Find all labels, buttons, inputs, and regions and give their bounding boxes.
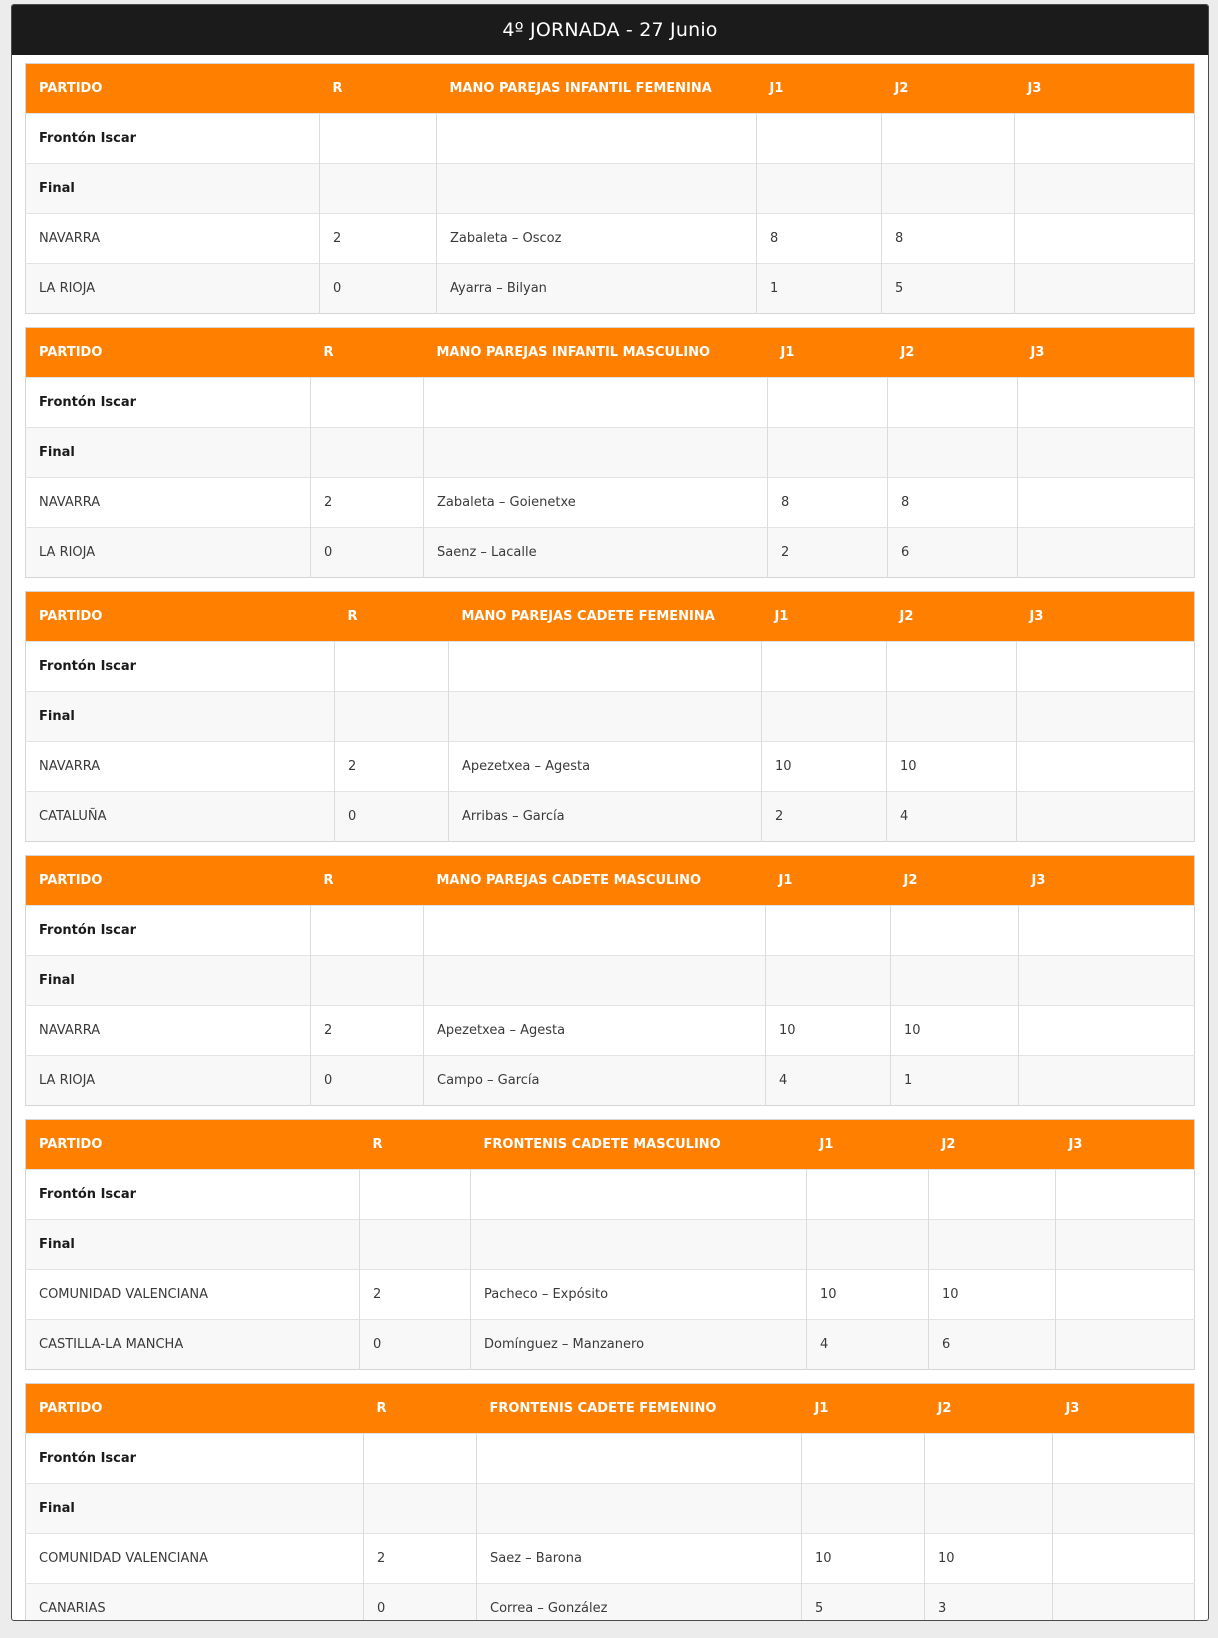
round-cell: Final bbox=[26, 428, 311, 478]
col-header-game2: J2 bbox=[925, 1384, 1053, 1434]
col-header-game2: J2 bbox=[891, 856, 1019, 906]
venue-row bbox=[26, 378, 1195, 428]
result-cell: 2 bbox=[360, 1270, 471, 1320]
game2-cell: 1 bbox=[891, 1056, 1019, 1106]
players-cell: Zabaleta – Oscoz bbox=[437, 214, 757, 264]
col-header-match: PARTIDO bbox=[26, 1120, 360, 1170]
table-row bbox=[26, 1584, 1195, 1622]
table-row bbox=[26, 1006, 1195, 1056]
table-row bbox=[26, 1056, 1195, 1106]
players-cell: Pacheco – Expósito bbox=[471, 1270, 807, 1320]
game2-cell: 3 bbox=[925, 1584, 1053, 1622]
game1-cell: 10 bbox=[802, 1534, 925, 1584]
col-header-game3: J3 bbox=[1019, 856, 1195, 906]
col-header-game2: J2 bbox=[882, 64, 1015, 114]
col-header-result: R bbox=[364, 1384, 477, 1434]
team-cell: LA RIOJA bbox=[26, 528, 311, 578]
results-table bbox=[25, 63, 1195, 314]
game2-cell: 5 bbox=[882, 264, 1015, 314]
col-header-game3: J3 bbox=[1017, 592, 1195, 642]
col-header-game1: J1 bbox=[762, 592, 887, 642]
results-table bbox=[25, 1119, 1195, 1370]
result-cell: 0 bbox=[311, 1056, 424, 1106]
team-cell: CASTILLA-LA MANCHA bbox=[26, 1320, 360, 1370]
results-panel bbox=[11, 4, 1209, 1621]
game3-cell bbox=[1015, 264, 1195, 314]
table-row bbox=[26, 742, 1195, 792]
team-cell: COMUNIDAD VALENCIANA bbox=[26, 1270, 360, 1320]
col-header-game1: J1 bbox=[768, 328, 888, 378]
table-row bbox=[26, 214, 1195, 264]
col-header-category: MANO PAREJAS INFANTIL FEMENINA bbox=[437, 64, 757, 114]
team-cell: CATALUÑA bbox=[26, 792, 335, 842]
table-row bbox=[26, 264, 1195, 314]
game1-cell: 10 bbox=[762, 742, 887, 792]
result-cell: 0 bbox=[320, 264, 437, 314]
venue-cell: Frontón Iscar bbox=[26, 1170, 360, 1220]
players-cell: Campo – García bbox=[424, 1056, 766, 1106]
col-header-game1: J1 bbox=[802, 1384, 925, 1434]
team-cell: NAVARRA bbox=[26, 214, 320, 264]
result-cell: 0 bbox=[311, 528, 424, 578]
round-row bbox=[26, 1220, 1195, 1270]
col-header-result: R bbox=[335, 592, 449, 642]
game3-cell bbox=[1017, 792, 1195, 842]
venue-row bbox=[26, 1434, 1195, 1484]
game2-cell: 10 bbox=[891, 1006, 1019, 1056]
round-row bbox=[26, 1484, 1195, 1534]
col-header-result: R bbox=[311, 856, 424, 906]
game2-cell: 10 bbox=[929, 1270, 1056, 1320]
result-cell: 2 bbox=[364, 1534, 477, 1584]
table-row bbox=[26, 792, 1195, 842]
game3-cell bbox=[1019, 1006, 1195, 1056]
game2-cell: 8 bbox=[882, 214, 1015, 264]
game3-cell bbox=[1018, 478, 1195, 528]
result-cell: 0 bbox=[364, 1584, 477, 1622]
table-row bbox=[26, 528, 1195, 578]
result-cell: 0 bbox=[360, 1320, 471, 1370]
venue-cell: Frontón Iscar bbox=[26, 642, 335, 692]
venue-cell: Frontón Iscar bbox=[26, 1434, 364, 1484]
table-row bbox=[26, 1320, 1195, 1370]
col-header-result: R bbox=[311, 328, 424, 378]
panel-title: 4º JORNADA - 27 Junio bbox=[12, 5, 1208, 55]
game2-cell: 6 bbox=[929, 1320, 1056, 1370]
players-cell: Saez – Barona bbox=[477, 1534, 802, 1584]
table-header-row bbox=[26, 856, 1195, 906]
venue-cell: Frontón Iscar bbox=[26, 906, 311, 956]
results-table bbox=[25, 591, 1195, 842]
round-row bbox=[26, 692, 1195, 742]
venue-row bbox=[26, 114, 1195, 164]
game2-cell: 6 bbox=[888, 528, 1018, 578]
game1-cell: 4 bbox=[766, 1056, 891, 1106]
game1-cell: 2 bbox=[762, 792, 887, 842]
team-cell: LA RIOJA bbox=[26, 264, 320, 314]
col-header-game1: J1 bbox=[807, 1120, 929, 1170]
game1-cell: 10 bbox=[807, 1270, 929, 1320]
game2-cell: 4 bbox=[887, 792, 1017, 842]
table-row bbox=[26, 478, 1195, 528]
players-cell: Arribas – García bbox=[449, 792, 762, 842]
players-cell: Correa – González bbox=[477, 1584, 802, 1622]
panel-body bbox=[12, 55, 1208, 1621]
col-header-game2: J2 bbox=[888, 328, 1018, 378]
team-cell: COMUNIDAD VALENCIANA bbox=[26, 1534, 364, 1584]
team-cell: NAVARRA bbox=[26, 1006, 311, 1056]
game1-cell: 8 bbox=[757, 214, 882, 264]
game2-cell: 10 bbox=[887, 742, 1017, 792]
result-cell: 2 bbox=[320, 214, 437, 264]
col-header-match: PARTIDO bbox=[26, 64, 320, 114]
players-cell: Domínguez – Manzanero bbox=[471, 1320, 807, 1370]
team-cell: LA RIOJA bbox=[26, 1056, 311, 1106]
result-cell: 0 bbox=[335, 792, 449, 842]
venue-cell: Frontón Iscar bbox=[26, 378, 311, 428]
game3-cell bbox=[1018, 528, 1195, 578]
game2-cell: 10 bbox=[925, 1534, 1053, 1584]
col-header-category: FRONTENIS CADETE FEMENINO bbox=[477, 1384, 802, 1434]
game3-cell bbox=[1053, 1584, 1195, 1622]
results-table bbox=[25, 855, 1195, 1106]
round-cell: Final bbox=[26, 692, 335, 742]
result-cell: 2 bbox=[311, 1006, 424, 1056]
col-header-category: MANO PAREJAS INFANTIL MASCULINO bbox=[424, 328, 768, 378]
col-header-game3: J3 bbox=[1056, 1120, 1195, 1170]
col-header-game3: J3 bbox=[1018, 328, 1195, 378]
game1-cell: 8 bbox=[768, 478, 888, 528]
round-cell: Final bbox=[26, 164, 320, 214]
game3-cell bbox=[1017, 742, 1195, 792]
col-header-result: R bbox=[360, 1120, 471, 1170]
col-header-match: PARTIDO bbox=[26, 1384, 364, 1434]
players-cell: Apezetxea – Agesta bbox=[424, 1006, 766, 1056]
table-header-row bbox=[26, 1120, 1195, 1170]
col-header-game2: J2 bbox=[887, 592, 1017, 642]
players-cell: Apezetxea – Agesta bbox=[449, 742, 762, 792]
results-table bbox=[25, 1383, 1195, 1621]
game3-cell bbox=[1015, 214, 1195, 264]
col-header-category: FRONTENIS CADETE MASCULINO bbox=[471, 1120, 807, 1170]
round-cell: Final bbox=[26, 1220, 360, 1270]
col-header-result: R bbox=[320, 64, 437, 114]
game1-cell: 5 bbox=[802, 1584, 925, 1622]
col-header-game1: J1 bbox=[766, 856, 891, 906]
round-row bbox=[26, 956, 1195, 1006]
table-header-row bbox=[26, 1384, 1195, 1434]
col-header-game3: J3 bbox=[1015, 64, 1195, 114]
game3-cell bbox=[1019, 1056, 1195, 1106]
players-cell: Ayarra – Bilyan bbox=[437, 264, 757, 314]
round-cell: Final bbox=[26, 1484, 364, 1534]
venue-row bbox=[26, 906, 1195, 956]
col-header-match: PARTIDO bbox=[26, 592, 335, 642]
round-row bbox=[26, 428, 1195, 478]
col-header-game2: J2 bbox=[929, 1120, 1056, 1170]
round-cell: Final bbox=[26, 956, 311, 1006]
results-table bbox=[25, 327, 1195, 578]
table-row bbox=[26, 1270, 1195, 1320]
players-cell: Saenz – Lacalle bbox=[424, 528, 768, 578]
game1-cell: 1 bbox=[757, 264, 882, 314]
venue-row bbox=[26, 642, 1195, 692]
venue-cell: Frontón Iscar bbox=[26, 114, 320, 164]
venue-row bbox=[26, 1170, 1195, 1220]
col-header-match: PARTIDO bbox=[26, 856, 311, 906]
game3-cell bbox=[1056, 1320, 1195, 1370]
game3-cell bbox=[1053, 1534, 1195, 1584]
table-header-row bbox=[26, 592, 1195, 642]
table-header-row bbox=[26, 328, 1195, 378]
col-header-category: MANO PAREJAS CADETE MASCULINO bbox=[424, 856, 766, 906]
team-cell: CANARIAS bbox=[26, 1584, 364, 1622]
team-cell: NAVARRA bbox=[26, 742, 335, 792]
col-header-game3: J3 bbox=[1053, 1384, 1195, 1434]
game1-cell: 2 bbox=[768, 528, 888, 578]
result-cell: 2 bbox=[335, 742, 449, 792]
table-row bbox=[26, 1534, 1195, 1584]
result-cell: 2 bbox=[311, 478, 424, 528]
round-row bbox=[26, 164, 1195, 214]
game1-cell: 10 bbox=[766, 1006, 891, 1056]
game2-cell: 8 bbox=[888, 478, 1018, 528]
game1-cell: 4 bbox=[807, 1320, 929, 1370]
col-header-match: PARTIDO bbox=[26, 328, 311, 378]
team-cell: NAVARRA bbox=[26, 478, 311, 528]
table-header-row bbox=[26, 64, 1195, 114]
players-cell: Zabaleta – Goienetxe bbox=[424, 478, 768, 528]
col-header-game1: J1 bbox=[757, 64, 882, 114]
col-header-category: MANO PAREJAS CADETE FEMENINA bbox=[449, 592, 762, 642]
game3-cell bbox=[1056, 1270, 1195, 1320]
